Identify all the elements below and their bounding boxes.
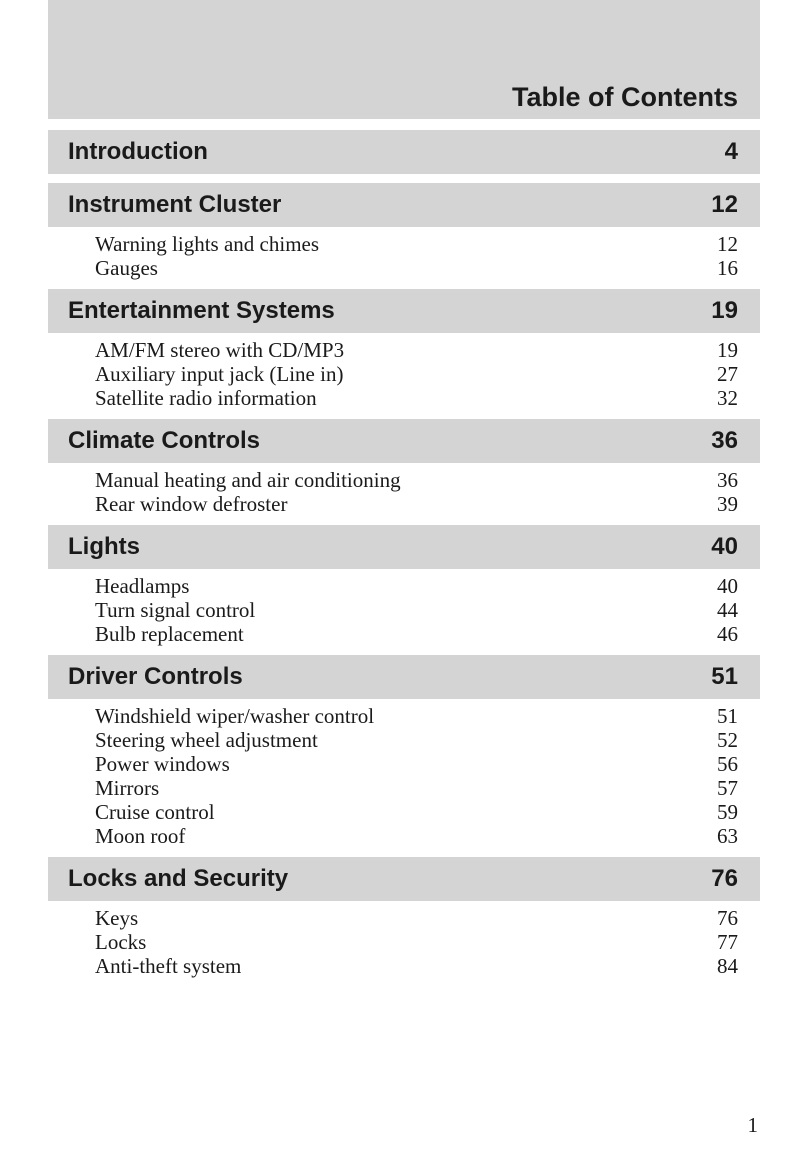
- entry-page: 36: [717, 468, 738, 492]
- entry-title: Auxiliary input jack (Line in): [95, 362, 344, 386]
- section-title: Entertainment Systems: [68, 297, 335, 324]
- section-entries: [48, 699, 760, 848]
- section-header-climate-controls[interactable]: [48, 419, 760, 463]
- section-title: Lights: [68, 533, 140, 560]
- entry-title: Mirrors: [95, 776, 160, 800]
- entry-title: Moon roof: [95, 824, 186, 848]
- section-page: 51: [711, 663, 738, 690]
- section-title: Locks and Security: [68, 865, 289, 892]
- header-band: [48, 0, 760, 119]
- table-of-contents: [48, 130, 760, 978]
- entry-title: Manual heating and air conditioning: [95, 468, 401, 492]
- entry-page: 40: [717, 574, 738, 598]
- section-page: 19: [711, 297, 738, 324]
- section-header-introduction[interactable]: [48, 130, 760, 174]
- toc-entry[interactable]: [48, 752, 760, 776]
- toc-entry[interactable]: [48, 954, 760, 978]
- section-entries: [48, 463, 760, 516]
- page-number: 1: [747, 1113, 758, 1137]
- section-entries: [48, 227, 760, 280]
- entry-page: 77: [717, 930, 738, 954]
- section-header-driver-controls[interactable]: [48, 655, 760, 699]
- entry-page: 52: [717, 728, 738, 752]
- section-entries: [48, 901, 760, 978]
- entry-page: 76: [717, 906, 738, 930]
- entry-page: 51: [717, 704, 738, 728]
- section-title: Instrument Cluster: [68, 191, 282, 218]
- section-page: 4: [724, 138, 738, 165]
- toc-entry[interactable]: [48, 728, 760, 752]
- toc-entry[interactable]: [48, 338, 760, 362]
- section-entries: [48, 333, 760, 410]
- toc-entry[interactable]: [48, 622, 760, 646]
- section-title: Climate Controls: [68, 427, 261, 454]
- toc-entry[interactable]: [48, 800, 760, 824]
- entry-title: Windshield wiper/washer control: [95, 704, 375, 728]
- entry-page: 46: [717, 622, 738, 646]
- entry-title: Turn signal control: [95, 598, 256, 622]
- section-entries: [48, 569, 760, 646]
- entry-page: 56: [717, 752, 738, 776]
- entry-page: 44: [717, 598, 738, 622]
- entry-title: Gauges: [95, 256, 158, 280]
- entry-title: Keys: [95, 906, 139, 930]
- entry-page: 19: [717, 338, 738, 362]
- entry-title: Cruise control: [95, 800, 215, 824]
- entry-page: 27: [717, 362, 738, 386]
- toc-entry[interactable]: [48, 824, 760, 848]
- entry-page: 16: [717, 256, 738, 280]
- toc-entry[interactable]: [48, 256, 760, 280]
- entry-title: Power windows: [95, 752, 230, 776]
- toc-entry[interactable]: [48, 930, 760, 954]
- toc-entry[interactable]: [48, 468, 760, 492]
- entry-page: 39: [717, 492, 738, 516]
- section-title: Driver Controls: [68, 663, 243, 690]
- toc-entry[interactable]: [48, 598, 760, 622]
- entry-page: 84: [717, 954, 738, 978]
- entry-title: Rear window defroster: [95, 492, 288, 516]
- entry-title: Warning lights and chimes: [95, 232, 320, 256]
- entry-title: Satellite radio information: [95, 386, 317, 410]
- section-page: 76: [711, 865, 738, 892]
- toc-entry[interactable]: [48, 492, 760, 516]
- entry-title: Steering wheel adjustment: [95, 728, 318, 752]
- toc-entry[interactable]: [48, 776, 760, 800]
- entry-title: Bulb replacement: [95, 622, 244, 646]
- section-title: Introduction: [68, 138, 208, 165]
- section-page: 36: [711, 427, 738, 454]
- entry-title: Anti-theft system: [95, 954, 242, 978]
- toc-entry[interactable]: [48, 232, 760, 256]
- toc-entry[interactable]: [48, 386, 760, 410]
- toc-entry[interactable]: [48, 906, 760, 930]
- entry-page: 59: [717, 800, 738, 824]
- section-header-lights[interactable]: [48, 525, 760, 569]
- entry-page: 63: [717, 824, 738, 848]
- entry-title: Locks: [95, 930, 147, 954]
- toc-entry[interactable]: [48, 362, 760, 386]
- entry-page: 57: [717, 776, 738, 800]
- entry-title: Headlamps: [95, 574, 190, 598]
- section-header-entertainment-systems[interactable]: [48, 289, 760, 333]
- toc-entry[interactable]: [48, 574, 760, 598]
- section-header-locks-and-security[interactable]: [48, 857, 760, 901]
- entry-title: AM/FM stereo with CD/MP3: [95, 338, 345, 362]
- entry-page: 32: [717, 386, 738, 410]
- section-page: 12: [711, 191, 738, 218]
- section-page: 40: [711, 533, 738, 560]
- entry-page: 12: [717, 232, 738, 256]
- section-header-instrument-cluster[interactable]: [48, 183, 760, 227]
- page-title: Table of Contents: [512, 82, 738, 112]
- toc-entry[interactable]: [48, 704, 760, 728]
